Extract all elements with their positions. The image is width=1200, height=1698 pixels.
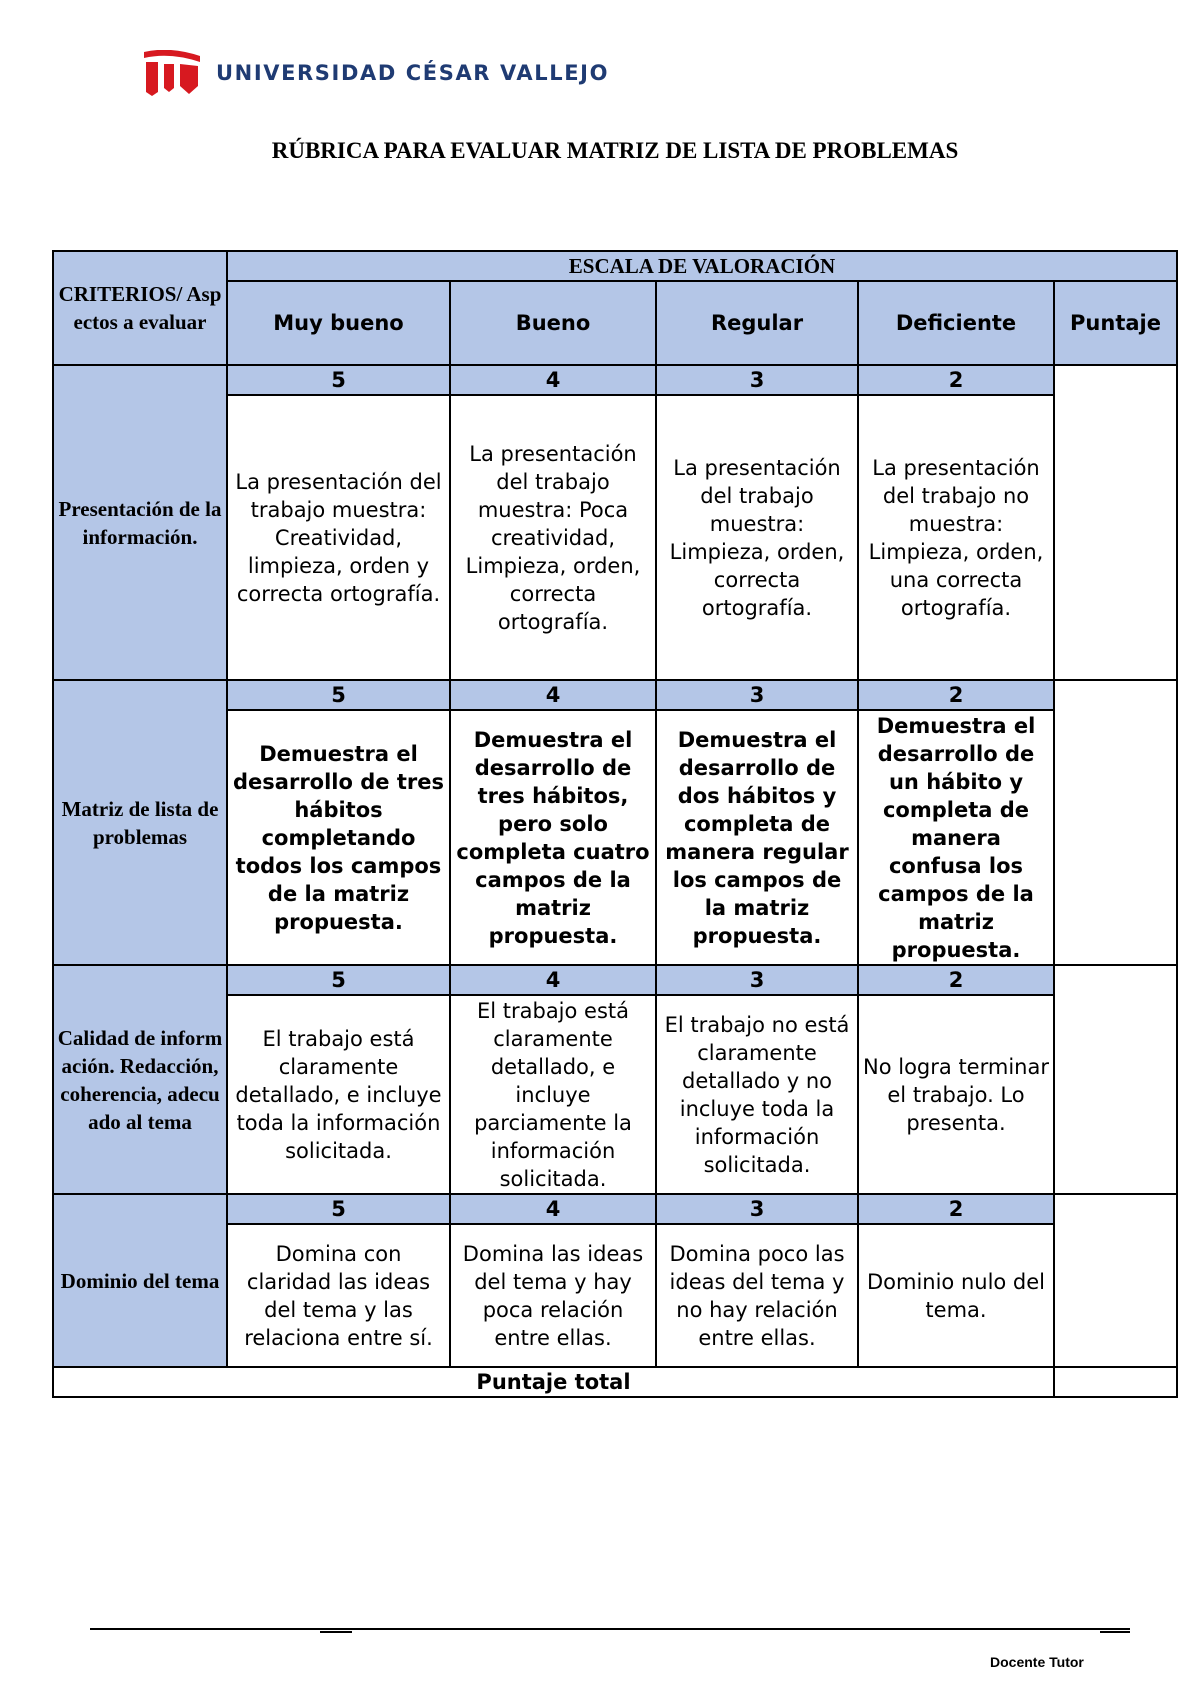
score-input-cell[interactable] xyxy=(1054,365,1177,680)
descriptor-cell: La presentación del trabajo muestra: Creatividad, limpieza, orden y correcta ortografía. xyxy=(227,395,450,680)
descriptor-cell: Demuestra el desarrollo de tres hábitos completando todos los campos de la matriz propuesta. xyxy=(227,710,450,965)
descriptor-cell: El trabajo está claramente detallado, e incluye parciamente la información solicitada. xyxy=(450,995,656,1194)
total-score-cell[interactable] xyxy=(1054,1367,1177,1397)
descriptor-cell: La presentación del trabajo muestra: Poca creatividad, Limpieza, orden, correcta ortografía. xyxy=(450,395,656,680)
level-regular: Regular xyxy=(656,281,858,365)
document-title: RÚBRICA PARA EVALUAR MATRIZ DE LISTA DE PROBLEMAS xyxy=(271,138,959,163)
score-cell: 2 xyxy=(858,965,1054,995)
rubric-table xyxy=(52,250,1178,1398)
descriptor-cell: Demuestra el desarrollo de tres hábitos, pero solo completa cuatro campos de la matriz propuesta. xyxy=(450,710,656,965)
descriptor-cell: La presentación del trabajo muestra: Limpieza, orden, correcta ortografía. xyxy=(656,395,858,680)
level-deficiente: Deficiente xyxy=(858,281,1054,365)
score-cell: 3 xyxy=(656,365,858,395)
score-cell: 4 xyxy=(450,365,656,395)
criterion-cell: Calidad de información. Redacción, coherencia, adecuado al tema xyxy=(53,965,227,1194)
score-cell: 5 xyxy=(227,965,450,995)
score-input-cell[interactable] xyxy=(1054,965,1177,1194)
criterion-cell: Presentación de la información. xyxy=(53,365,227,680)
university-logo xyxy=(140,50,609,96)
table-row xyxy=(53,680,1177,710)
score-cell: 2 xyxy=(858,1194,1054,1224)
score-input-cell[interactable] xyxy=(1054,1194,1177,1367)
score-cell: 5 xyxy=(227,1194,450,1224)
descriptor-cell: Demuestra el desarrollo de dos hábitos y completa de manera regular los campos de la matriz propuesta. xyxy=(656,710,858,965)
descriptor-cell: Domina con claridad las ideas del tema y las relaciona entre sí. xyxy=(227,1224,450,1367)
descriptor-cell: El trabajo está claramente detallado, e incluye toda la información solicitada. xyxy=(227,995,450,1194)
table-row xyxy=(53,965,1177,995)
scale-header: ESCALA DE VALORACIÓN xyxy=(227,251,1177,281)
table-row xyxy=(53,1194,1177,1224)
university-name: UNIVERSIDAD CÉSAR VALLEJO xyxy=(216,61,610,85)
level-muy-bueno: Muy bueno xyxy=(227,281,450,365)
descriptor-cell: Domina poco las ideas del tema y no hay relación entre ellas. xyxy=(656,1224,858,1367)
score-cell: 5 xyxy=(227,365,450,395)
score-cell: 3 xyxy=(656,680,858,710)
criteria-header: CRITERIOS/ Aspectos a evaluar xyxy=(53,251,227,365)
score-cell: 4 xyxy=(450,1194,656,1224)
descriptor-cell: Domina las ideas del tema y hay poca relación entre ellas. xyxy=(450,1224,656,1367)
score-header: Puntaje xyxy=(1054,281,1177,365)
table-row xyxy=(53,365,1177,395)
score-cell: 5 xyxy=(227,680,450,710)
score-cell: 2 xyxy=(858,365,1054,395)
signature-label: Docente Tutor xyxy=(990,1654,1084,1670)
score-cell: 3 xyxy=(656,1194,858,1224)
level-bueno: Bueno xyxy=(450,281,656,365)
total-label: Puntaje total xyxy=(53,1367,1054,1397)
score-cell: 4 xyxy=(450,680,656,710)
descriptor-cell: La presentación del trabajo no muestra: Limpieza, orden, una correcta ortografía. xyxy=(858,395,1054,680)
score-input-cell[interactable] xyxy=(1054,680,1177,965)
descriptor-cell: Demuestra el desarrollo de un hábito y completa de manera confusa los campos de la matriz propuesta. xyxy=(858,710,1054,965)
descriptor-cell: El trabajo no está claramente detallado y no incluye toda la información solicitada. xyxy=(656,995,858,1194)
criterion-cell: Dominio del tema xyxy=(53,1194,227,1367)
score-cell: 3 xyxy=(656,965,858,995)
descriptor-cell: Dominio nulo del tema. xyxy=(858,1224,1054,1367)
signature-line xyxy=(90,1627,1140,1641)
criterion-cell: Matriz de lista de problemas xyxy=(53,680,227,965)
descriptor-cell: No logra terminar el trabajo. Lo presenta. xyxy=(858,995,1054,1194)
score-cell: 4 xyxy=(450,965,656,995)
score-cell: 2 xyxy=(858,680,1054,710)
ucv-logo-icon xyxy=(140,50,202,96)
